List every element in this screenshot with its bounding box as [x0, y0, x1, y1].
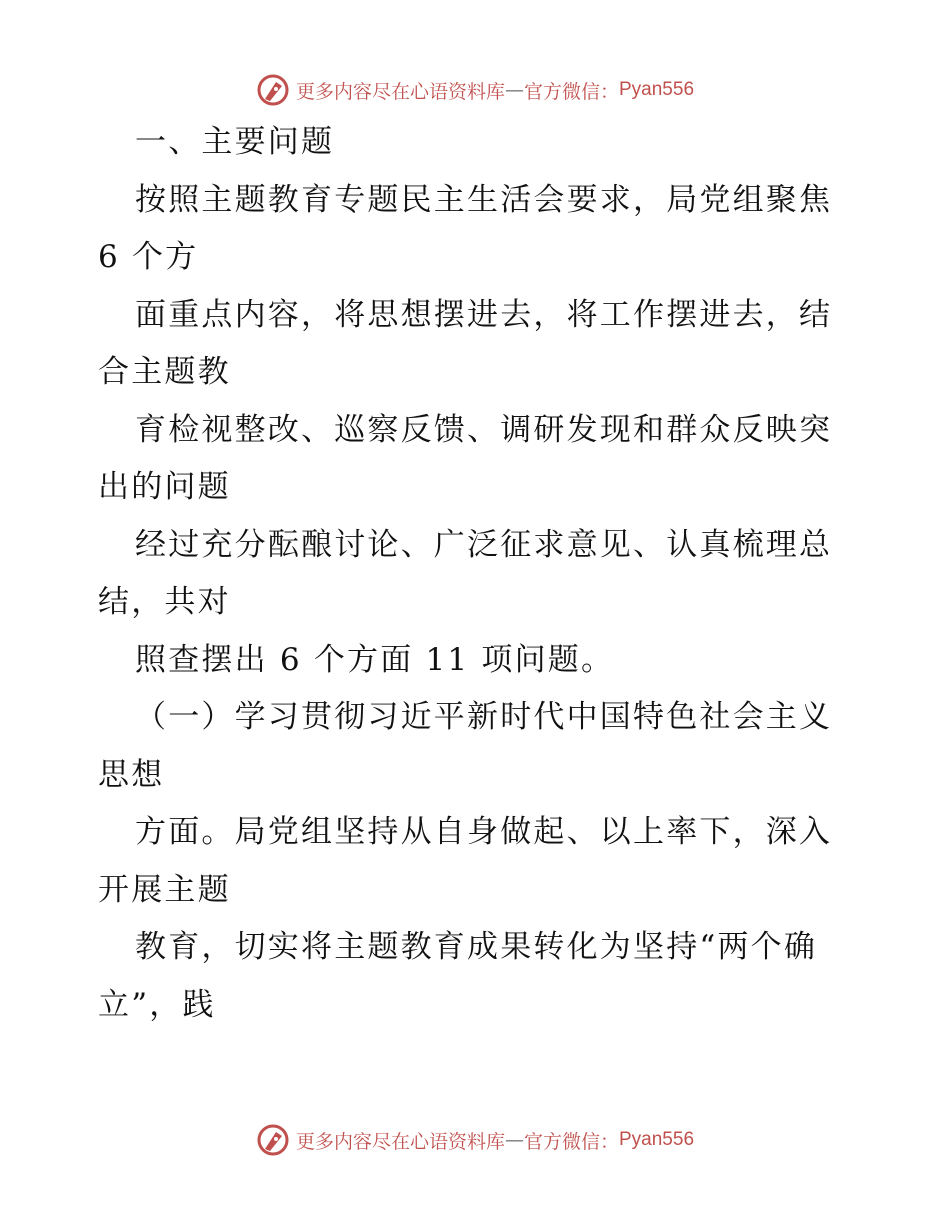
- banner-wechat-id: Pyan556: [619, 1129, 695, 1150]
- banner-text: 更多内容尽在心语资料库: [295, 1130, 505, 1153]
- paragraph-line: 立”，践: [98, 986, 216, 1023]
- footer-banner: [0, 1120, 950, 1160]
- paragraph-line: 6 个方: [98, 239, 199, 275]
- subsection-heading-line: （一）学习贯彻习近平新时代中国特色社会主义: [135, 699, 833, 735]
- banner-separator: —: [504, 79, 524, 101]
- paragraph-line: 照查摆出 6 个方面 11 项问题。: [135, 641, 615, 678]
- paragraph-line: 教育，切实将主题教育成果转化为坚持“两个确: [135, 929, 818, 965]
- banner-separator: —: [504, 1129, 524, 1151]
- paragraph-line: 面重点内容，将思想摆进去，将工作摆进去，结: [135, 296, 833, 333]
- document-body: [98, 114, 858, 1034]
- pen-nib-logo-icon: [256, 1123, 290, 1157]
- paragraph-line: 经过充分酝酿讨论、广泛征求意见、认真梳理总: [135, 526, 833, 563]
- banner-wechat-id: Pyan556: [619, 79, 695, 100]
- header-banner: [0, 70, 950, 110]
- paragraph-line: 思想: [98, 756, 165, 793]
- banner-wechat-label: 官方微信：: [523, 80, 619, 103]
- paragraph-line: 出的问题: [98, 469, 231, 505]
- pen-nib-logo-icon: [256, 73, 290, 107]
- paragraph-line: 按照主题教育专题民主生活会要求，局党组聚焦: [135, 181, 833, 218]
- paragraph-line: 合主题教: [98, 354, 231, 390]
- banner-text: 更多内容尽在心语资料库: [295, 80, 505, 103]
- section-heading: 一、主要问题: [135, 124, 335, 160]
- paragraph-line: 育检视整改、巡察反馈、调研发现和群众反映突: [135, 411, 833, 448]
- banner-wechat-label: 官方微信：: [523, 1130, 619, 1153]
- paragraph-line: 结，共对: [98, 584, 231, 620]
- paragraph-line: 方面。局党组坚持从自身做起、以上率下，深入: [135, 814, 833, 850]
- paragraph-line: 开展主题: [98, 871, 231, 908]
